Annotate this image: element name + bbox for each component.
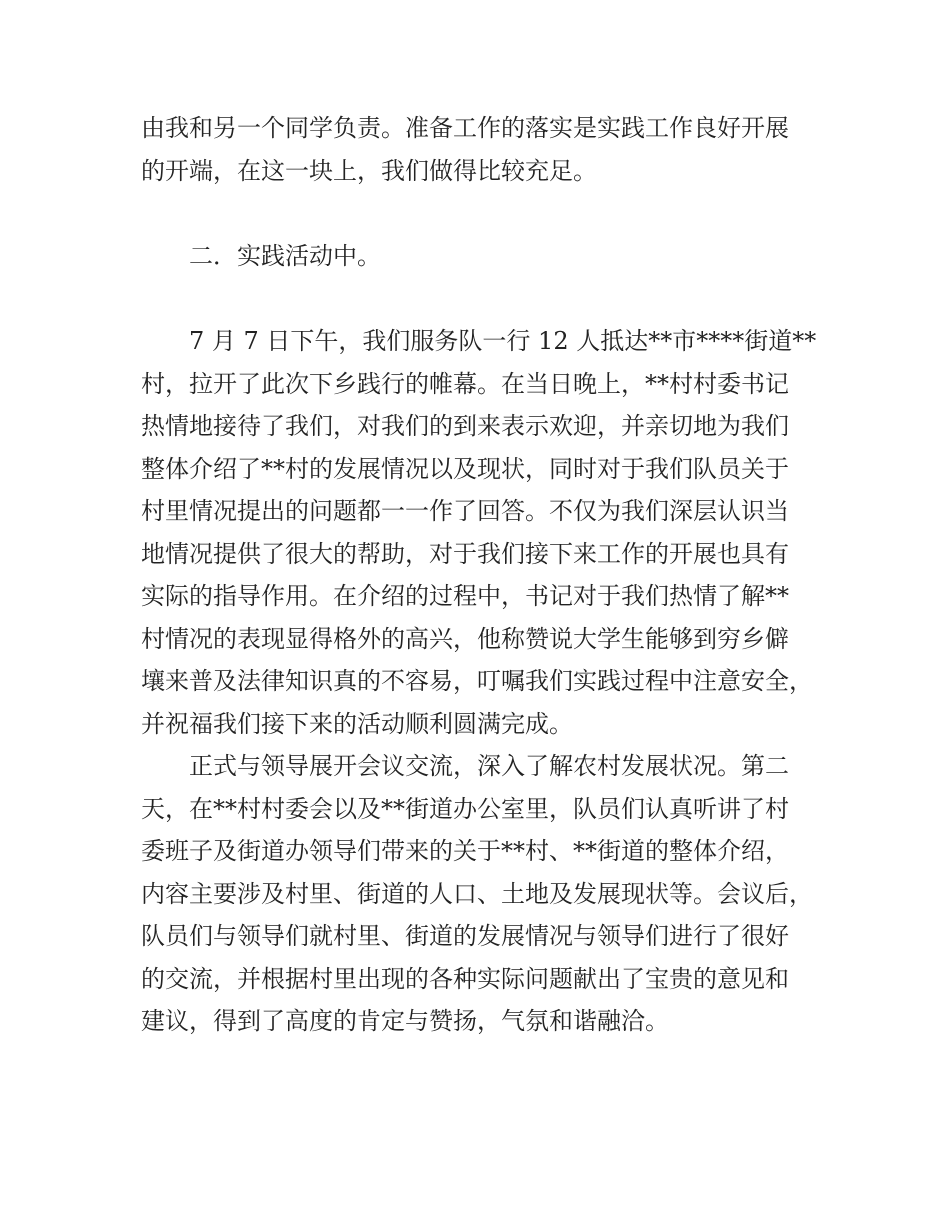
text-line: 7 月 7 日下午，我们服务队一行 12 人抵达**市****街道** [189,327,817,355]
heading-line: 二．实践活动中。 [189,242,381,270]
text-line: 委班子及街道办领导们带来的关于**村、**街道的整体介绍， [141,837,789,865]
text-line: 村，拉开了此次下乡践行的帷幕。在当日晚上，**村村委书记 [141,369,789,398]
text-line: 队员们与领导们就村里、街道的发展情况与领导们进行了很好 [141,922,789,950]
text-line: 村里情况提出的问题都一一作了回答。不仅为我们深层认识当 [141,497,789,525]
text-line: 实际的指导作用。在介绍的过程中，书记对于我们热情了解** [141,582,789,610]
text-line: 由我和另一个同学负责。准备工作的落实是实践工作良好开展 [141,114,789,142]
text-line: 天，在**村村委会以及**街道办公室里，队员们认真听讲了村 [141,794,789,823]
paragraph-meeting [141,745,821,1043]
section-heading [141,235,821,278]
text-line: 建议，得到了高度的肯定与赞扬，气氛和谐融洽。 [141,1007,669,1035]
paragraph-arrival [141,320,821,745]
text-line: 壤来普及法律知识真的不容易，叮嘱我们实践过程中注意安全， [141,667,813,695]
text-line: 正式与领导展开会议交流，深入了解农村发展状况。第二 [189,752,789,780]
paragraph-continuation [141,107,821,192]
text-line: 的开端，在这一块上，我们做得比较充足。 [141,156,597,185]
text-line: 地情况提供了很大的帮助，对于我们接下来工作的开展也具有 [141,539,789,568]
text-line: 并祝福我们接下来的活动顺利圆满完成。 [141,709,573,738]
text-line: 村情况的表现显得格外的高兴，他称赞说大学生能够到穷乡僻 [141,624,789,653]
text-line: 的交流，并根据村里出现的各种实际问题献出了宝贵的意见和 [141,964,789,993]
text-line: 内容主要涉及村里、街道的人口、土地及发展现状等。会议后， [141,879,813,908]
text-line: 热情地接待了我们，对我们的到来表示欢迎，并亲切地为我们 [141,412,789,440]
text-line: 整体介绍了**村的发展情况以及现状，同时对于我们队员关于 [141,454,789,483]
